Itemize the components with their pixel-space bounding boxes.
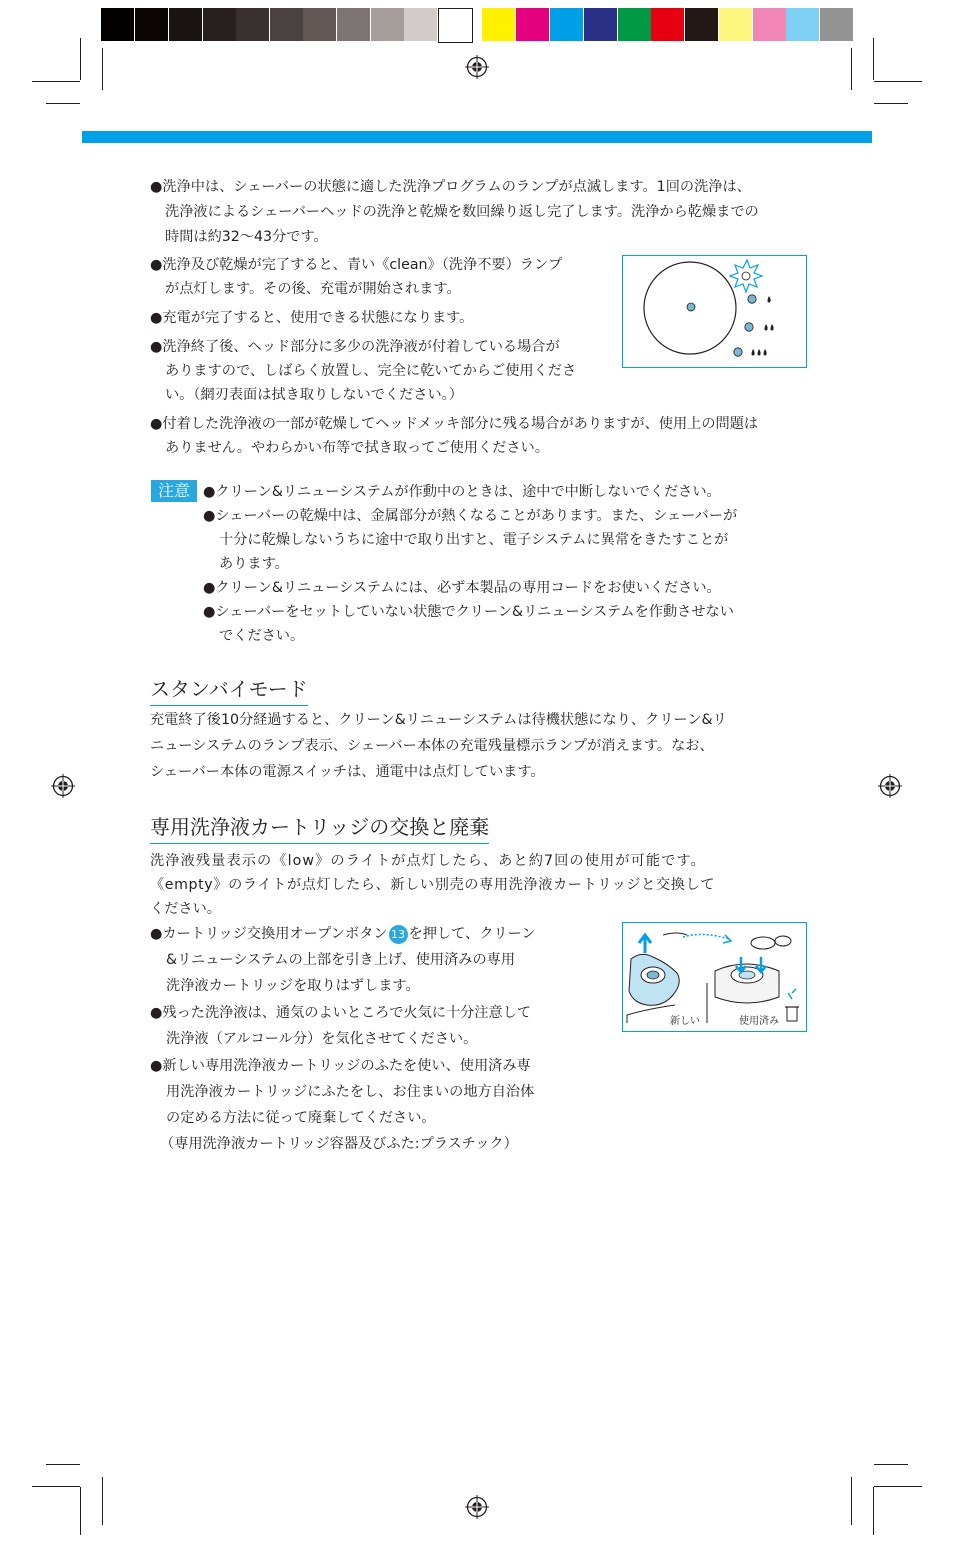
crop-mark xyxy=(32,1486,80,1487)
cartridge-replacement-figure xyxy=(622,922,807,1032)
text-line: ありません。やわらかい布等で拭き取ってご使用ください。 xyxy=(165,440,549,456)
open-button-number-badge: 13 xyxy=(389,925,408,944)
caution-item: ●シェーバーの乾燥中は、金属部分が熱くなることがあります。また、シェーバーが xyxy=(203,508,738,524)
text-line: ニューシステムのランプ表示、シェーバー本体の充電残量標示ランプが消えます。なお、 xyxy=(150,738,714,754)
lamp-panel-figure xyxy=(622,255,807,368)
crop-mark xyxy=(46,103,80,104)
header-rule xyxy=(82,131,872,143)
text-line: 時間は約32〜43分です。 xyxy=(165,229,328,245)
caution-item: ●クリーン&リニューシステムが作動中のときは、途中で中断しないでください。 xyxy=(203,484,721,500)
text-line: ●洗浄中は、シェーバーの状態に適した洗浄プログラムのランプが点滅します。1回の洗浄は、 xyxy=(150,179,751,195)
text-line: &リニューシステムの上部を引き上げ、使用済みの専用 xyxy=(166,952,516,968)
text-line: 充電終了後10分経過すると、クリーン&リニューシステムは待機状態になり、クリーン&リ xyxy=(150,712,727,728)
color-swatch xyxy=(404,8,437,41)
text-line: 《empty》のライトが点灯したら、新しい別売の専用洗浄液カートリッジと交換して xyxy=(150,877,716,893)
text-line: あります。 xyxy=(219,556,289,572)
crop-mark xyxy=(874,1486,922,1487)
cartridge-illustration xyxy=(623,923,806,1031)
text-line: 用洗浄液カートリッジにふたをし、お住まいの地方自治体 xyxy=(166,1084,535,1100)
caution-label: 注意 xyxy=(151,480,197,502)
color-swatch xyxy=(101,8,134,41)
text-line: ●残った洗浄液は、通気のよいところで火気に十分注意して xyxy=(150,1005,532,1021)
text-line: ●付着した洗浄液の一部が乾燥してヘッドメッキ部分に残る場合がありますが、使用上の問題は xyxy=(150,416,759,432)
color-swatch xyxy=(371,8,404,41)
clean-lamp-illustration xyxy=(623,256,806,367)
color-swatch xyxy=(820,8,853,41)
crop-mark xyxy=(874,103,908,104)
registration-mark-icon xyxy=(465,55,489,79)
text-line: ください。 xyxy=(150,901,221,917)
color-swatch xyxy=(236,8,269,41)
crop-mark xyxy=(32,81,80,82)
color-swatch xyxy=(270,8,303,41)
text-line: の定める方法に従って廃棄してください。 xyxy=(166,1110,436,1126)
text-line: ●充電が完了すると、使用できる状態になります。 xyxy=(150,310,474,326)
crop-mark xyxy=(102,48,103,90)
crop-mark xyxy=(102,1477,103,1525)
text-line: 洗浄液カートリッジを取りはずします。 xyxy=(166,978,420,994)
text-line: が点灯します。その後、充電が開始されます。 xyxy=(165,281,461,297)
color-swatch xyxy=(169,8,202,41)
crop-mark xyxy=(851,1477,852,1525)
color-swatch xyxy=(303,8,336,41)
crop-mark xyxy=(46,1464,80,1465)
color-swatch xyxy=(786,8,819,41)
text-line: 洗浄液によるシェーバーヘッドの洗浄と乾燥を数回繰り返し完了します。洗浄から乾燥までの xyxy=(165,204,759,220)
color-swatch xyxy=(753,8,786,41)
section-heading-standby: スタンバイモード xyxy=(150,676,308,706)
caution-item: ●クリーン&リニューシステムには、必ず本製品の専用コードをお使いください。 xyxy=(203,580,721,596)
text-line: でください。 xyxy=(219,628,305,644)
registration-mark-icon xyxy=(878,774,902,798)
text-line: 洗浄液（アルコール分）を気化させてください。 xyxy=(166,1031,478,1047)
color-swatch xyxy=(550,8,583,41)
text-line: い。（網刃表面は拭き取りしないでください。） xyxy=(165,387,463,403)
crop-mark xyxy=(873,1487,874,1535)
text-span: ●カートリッジ交換用オープンボタン xyxy=(150,926,388,942)
registration-mark-icon xyxy=(465,1495,489,1519)
text-line: （専用洗浄液カートリッジ容器及びふた:プラスチック） xyxy=(160,1136,518,1152)
text-line: 洗浄液残量表示の《low》のライトが点灯したら、あと約7回の使用が可能です。 xyxy=(150,853,706,869)
color-swatch xyxy=(438,8,473,43)
color-swatch xyxy=(618,8,651,41)
figure-label-used: 使用済み xyxy=(739,1016,779,1027)
text-span: を押して、クリーン xyxy=(408,926,536,942)
color-swatch xyxy=(651,8,684,41)
color-swatch xyxy=(719,8,752,41)
text-line: ●新しい専用洗浄液カートリッジのふたを使い、使用済み専 xyxy=(150,1058,531,1074)
text-line: 十分に乾燥しないうちに途中で取り出すと、電子システムに異常をきたすことが xyxy=(219,532,729,548)
figure-label-new: 新しい xyxy=(670,1016,700,1027)
text-line: シェーバー本体の電源スイッチは、通電中は点灯しています。 xyxy=(150,764,545,780)
registration-mark-icon xyxy=(51,774,75,798)
crop-mark xyxy=(851,48,852,90)
color-swatch xyxy=(584,8,617,41)
color-swatch xyxy=(516,8,549,41)
color-swatch xyxy=(337,8,370,41)
crop-mark xyxy=(80,38,81,80)
color-swatch xyxy=(135,8,168,41)
crop-mark xyxy=(874,81,922,82)
text-line: ありますので、しばらく放置し、完全に乾いてからご使用くださ xyxy=(165,363,577,379)
color-swatch xyxy=(203,8,236,41)
text-line: ●洗浄及び乾燥が完了すると、青い《clean》（洗浄不要）ランプ xyxy=(150,257,563,273)
section-heading-cartridge: 専用洗浄液カートリッジの交換と廃棄 xyxy=(150,814,489,844)
text-line xyxy=(150,922,536,947)
caution-item: ●シェーバーをセットしていない状態でクリーン&リニューシステムを作動させない xyxy=(203,604,734,620)
crop-mark xyxy=(873,38,874,80)
text-line: ●洗浄終了後、ヘッド部分に多少の洗浄液が付着している場合が xyxy=(150,339,560,355)
crop-mark xyxy=(80,1487,81,1535)
color-swatch xyxy=(685,8,718,41)
color-swatch xyxy=(482,8,515,41)
crop-mark xyxy=(874,1464,908,1465)
